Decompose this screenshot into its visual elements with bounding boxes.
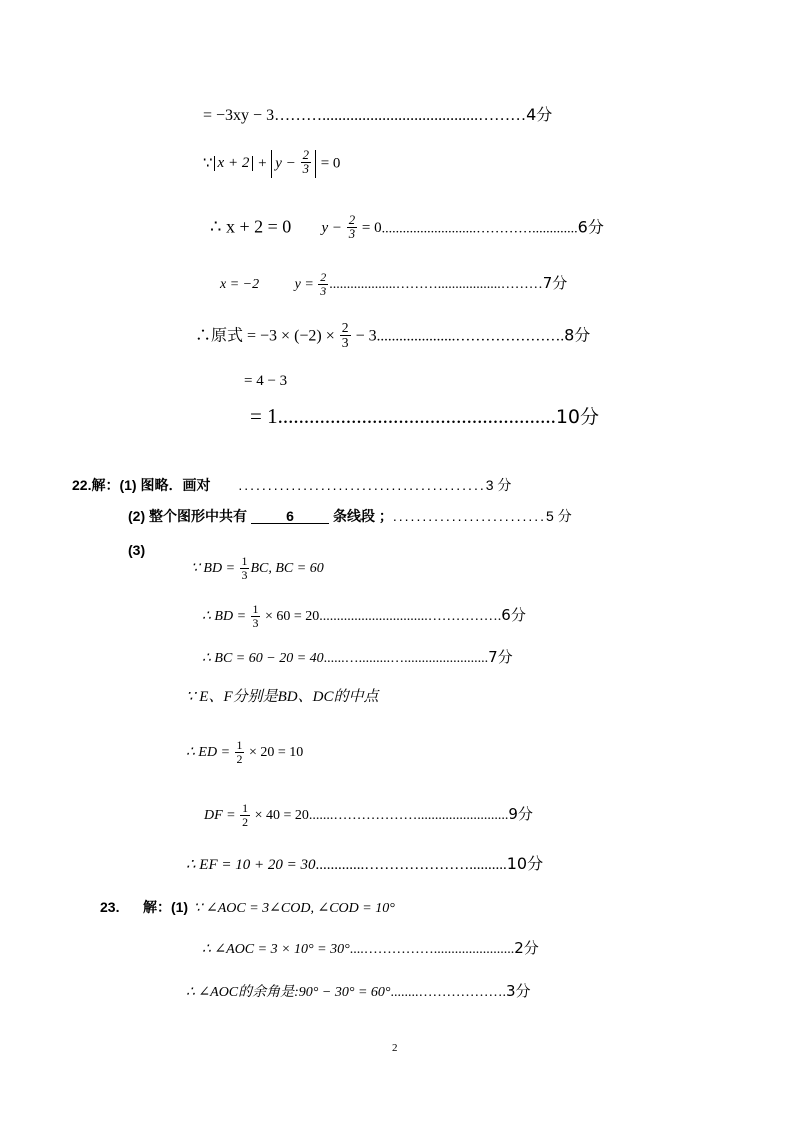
after-text: 条线段 ； (333, 508, 393, 524)
q22-line-4: ∵ BD = $\frac{1}{3}$ BC, BC = 60 (191, 554, 324, 582)
q21-line-6 (244, 374, 287, 389)
leader-dots: ...........................…………............. (381, 221, 578, 237)
fraction: $\frac{1}{2}$ (236, 738, 243, 766)
fraction: $\frac{2}{3}$ (348, 213, 356, 242)
leader-dots: .......……………….......................... (308, 808, 509, 824)
math-expression: ∴ BC = 60 − 20 = 40 (202, 651, 324, 666)
q21-line-7 (250, 406, 599, 427)
part-label: (3) (128, 542, 146, 558)
q22-line-2 (128, 509, 572, 524)
math-expression: ∵ ∠AOC = 3∠COD, ∠COD = 10° (193, 901, 395, 916)
leader-dots: ..................................................... (277, 404, 556, 428)
leader-dots: ........………………. (390, 985, 506, 1000)
score: 9分 (508, 805, 533, 824)
score: 6分 (577, 217, 604, 237)
leader-dots: .......................................... (238, 477, 486, 493)
score: 8分 (564, 325, 591, 345)
score: 6分 (501, 606, 526, 625)
equals-zero: = 0 (316, 155, 341, 172)
plus-sign: + (254, 155, 271, 172)
page-number: 2 (392, 1042, 398, 1054)
leader-dots: ……….......................................……… (274, 107, 527, 124)
q21-line-5: ∴原式 = −3 × (−2) × $\frac{2}{3}$ − 3.....................………………….8分 (195, 320, 591, 351)
q22-line-7 (186, 690, 378, 705)
q23-line-1 (100, 900, 395, 916)
question-label: (2) 整个图形中共有 (128, 508, 247, 524)
score: 7分 (542, 274, 568, 293)
because-symbol: ∵ (203, 155, 213, 172)
leader-dots: ...................………..................……… (329, 277, 543, 293)
x-value: x = −2 (220, 277, 260, 293)
question-label: 22.解：(1) 图略．画对 (72, 477, 211, 493)
score: 5 分 (546, 508, 572, 524)
part-label: 解：(1) (142, 899, 189, 915)
q23-line-3 (186, 984, 531, 1000)
y-value: y = $\frac{2}{3}$ (294, 270, 327, 298)
score: 3分 (506, 982, 531, 1000)
q21-line-2 (203, 150, 340, 178)
q21-line-1 (203, 107, 552, 124)
q22-line-3 (128, 543, 145, 557)
y-expression: y − $\frac{2}{3}$ = 0 (321, 213, 382, 242)
math-expression: ∴ EF = 10 + 20 = 30 (186, 857, 316, 873)
question-number: 23. (100, 899, 120, 915)
leader-dots: .....................…………………. (376, 328, 565, 345)
q22-line-6 (202, 650, 513, 666)
math-expression: ∴原式 = −3 × (−2) × (195, 327, 339, 345)
score: 10分 (555, 406, 600, 428)
abs-y-minus-frac: y − $\frac{2}{3}$ (271, 150, 316, 178)
fraction: $\frac{2}{3}$ (341, 320, 349, 351)
fraction: $\frac{1}{3}$ (252, 602, 259, 630)
answer-blank: 6 (251, 509, 329, 524)
score: 2分 (514, 939, 539, 957)
leader-dots: ......….........…........................ (323, 651, 489, 666)
abs-x-plus-2: x + 2 (214, 156, 254, 171)
math-expression: ∴ ∠AOC = 3 × 10° = 30° (202, 942, 350, 957)
leader-dots: ...............................……………. (319, 609, 502, 625)
fraction: $\frac{1}{2}$ (242, 801, 249, 829)
leader-dots: .............………………….......... (315, 857, 507, 873)
q22-line-1 (72, 478, 511, 492)
q22-line-9: DF = $\frac{1}{2}$ × 40 = 20.......………………..........................9分 (204, 801, 533, 829)
fraction: $\frac{1}{3}$ (241, 554, 248, 582)
q22-line-5: ∴ BD = $\frac{1}{3}$ × 60 = 20...............................…………….6分 (202, 602, 526, 630)
q22-line-8: ∴ ED = $\frac{1}{2}$ × 20 = 10 (186, 738, 304, 766)
leader-dots: ....……………....................... (349, 942, 515, 957)
q23-line-2 (202, 941, 539, 957)
leader-dots: .......................... (392, 508, 547, 524)
score: 7分 (488, 648, 513, 666)
math-expression: = 4 − 3 (244, 373, 288, 389)
math-expression: ∴ x + 2 = 0 (210, 216, 292, 237)
score: 3 分 (485, 477, 512, 493)
q21-line-4 (220, 272, 567, 298)
score: 10分 (506, 854, 544, 873)
math-expression: ∵ E、F分别是BD、DC的中点 (186, 689, 379, 705)
fraction: $\frac{2}{3}$ (302, 148, 309, 177)
q22-line-10 (186, 856, 543, 873)
score: 4分 (526, 105, 553, 124)
math-expression: ∴ ∠AOC的余角是:90° − 30° = 60° (186, 985, 391, 1000)
math-expression: = 1 (250, 404, 278, 428)
q21-line-3 (210, 215, 604, 243)
math-expression: = −3xy − 3 (203, 107, 275, 124)
fraction: $\frac{2}{3}$ (320, 270, 327, 298)
